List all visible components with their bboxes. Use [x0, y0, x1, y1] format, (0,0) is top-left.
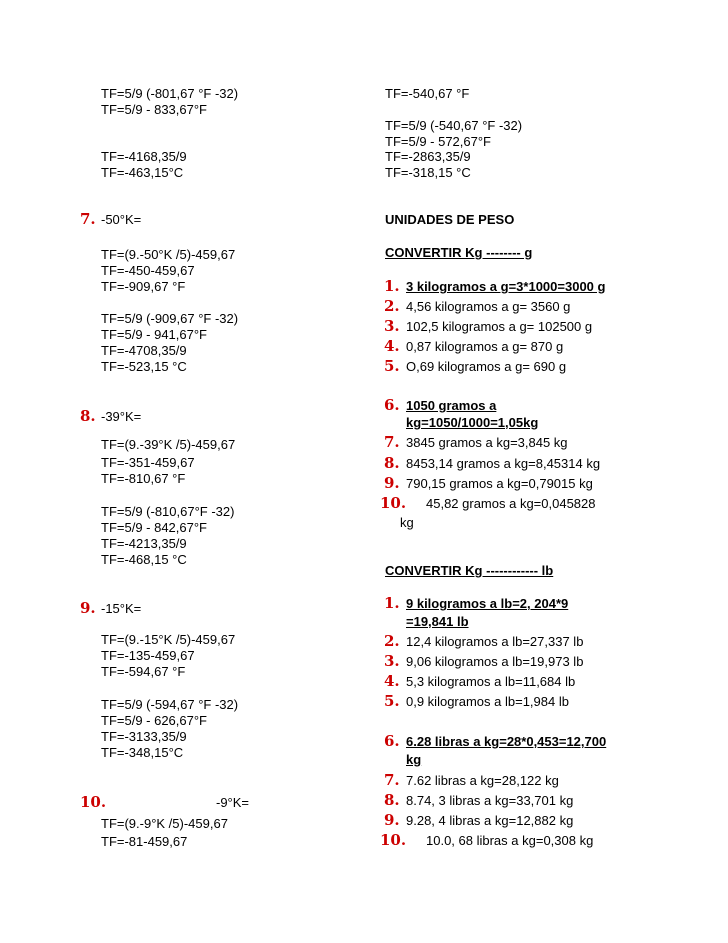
list-item: 6.28 libras a kg=28*0,453=12,700 [406, 734, 607, 749]
text-line: TF=5/9 - 941,67°F [101, 327, 207, 342]
problem-heading-7: -50°K= [101, 212, 142, 227]
item-number: 3. [384, 317, 400, 335]
list-item: 5,3 kilogramos a lb=11,684 lb [406, 674, 576, 689]
section-title-kg-g: CONVERTIR Kg -------- g [385, 245, 533, 260]
list-item: 3845 gramos a kg=3,845 kg [406, 435, 568, 450]
list-item: 0,9 kilogramos a lb=1,984 lb [406, 694, 569, 709]
text-line: TF=(9.-39°K /5)-459,67 [101, 437, 236, 452]
item-number: 10. [380, 831, 407, 849]
text-line: TF=-540,67 °F [385, 86, 470, 101]
text-line: TF=-810,67 °F [101, 471, 186, 486]
text-line: TF=5/9 - 842,67°F [101, 520, 207, 535]
item-number: 1. [384, 594, 400, 612]
list-item: 8.74, 3 libras a kg=33,701 kg [406, 793, 574, 808]
list-item: 0,87 kilogramos a g= 870 g [406, 339, 564, 354]
item-number: 6. [384, 396, 400, 414]
list-item-continued: kg [406, 752, 422, 767]
problem-number-7: 7. [80, 210, 96, 228]
text-line: TF=-4213,35/9 [101, 536, 187, 551]
item-number: 9. [384, 474, 400, 492]
text-line: TF=-318,15 °C [385, 165, 471, 180]
list-item-continued: =19,841 lb [406, 614, 469, 629]
list-item: O,69 kilogramos a g= 690 g [406, 359, 567, 374]
list-item: 1050 gramos a [406, 398, 497, 413]
section-heading: UNIDADES DE PESO [385, 212, 515, 227]
list-item: 9,06 kilogramos a lb=19,973 lb [406, 654, 584, 669]
text-line: TF=-4168,35/9 [101, 149, 187, 164]
section-title-kg-lb: CONVERTIR Kg ------------ lb [385, 563, 554, 578]
list-item: 12,4 kilogramos a lb=27,337 lb [406, 634, 584, 649]
text-line: TF=-468,15 °C [101, 552, 187, 567]
text-line: TF=(9.-15°K /5)-459,67 [101, 632, 236, 647]
text-line: TF=5/9 (-810,67°F -32) [101, 504, 235, 519]
text-line: TF=-4708,35/9 [101, 343, 187, 358]
list-item-continued: kg=1050/1000=1,05kg [406, 415, 539, 430]
item-number: 8. [384, 454, 400, 472]
text-line: TF=5/9 (-594,67 °F -32) [101, 697, 239, 712]
problem-heading-9: -15°K= [101, 601, 142, 616]
item-number: 4. [384, 672, 400, 690]
list-item: 790,15 gramos a kg=0,79015 kg [406, 476, 593, 491]
list-item-continued: kg [400, 515, 414, 530]
text-line: TF=5/9 - 833,67°F [101, 102, 207, 117]
item-number: 5. [384, 357, 400, 375]
problem-number-10: 10. [80, 793, 107, 811]
text-line: TF=5/9 (-909,67 °F -32) [101, 311, 239, 326]
text-line: TF=5/9 (-540,67 °F -32) [385, 118, 523, 133]
text-line: TF=-523,15 °C [101, 359, 187, 374]
item-number: 1. [384, 277, 400, 295]
item-number: 6. [384, 732, 400, 750]
problem-number-8: 8. [80, 407, 96, 425]
text-line: TF=-450-459,67 [101, 263, 195, 278]
item-number: 2. [384, 632, 400, 650]
text-line: TF=-81-459,67 [101, 834, 188, 849]
text-line: TF=-3133,35/9 [101, 729, 187, 744]
list-item: 7.62 libras a kg=28,122 kg [406, 773, 559, 788]
text-line: TF=-463,15°C [101, 165, 184, 180]
text-line: TF=(9.-50°K /5)-459,67 [101, 247, 236, 262]
problem-heading-8: -39°K= [101, 409, 142, 424]
list-item: 10.0, 68 libras a kg=0,308 kg [426, 833, 594, 848]
list-item: 9.28, 4 libras a kg=12,882 kg [406, 813, 574, 828]
item-number: 8. [384, 791, 400, 809]
list-item: 102,5 kilogramos a g= 102500 g [406, 319, 593, 334]
item-number: 7. [384, 771, 400, 789]
problem-heading-10: -9°K= [216, 795, 250, 810]
item-number: 5. [384, 692, 400, 710]
problem-number-9: 9. [80, 599, 96, 617]
list-item: 8453,14 gramos a kg=8,45314 kg [406, 456, 601, 471]
text-line: TF=-348,15°C [101, 745, 184, 760]
text-line: TF=5/9 (-801,67 °F -32) [101, 86, 239, 101]
text-line: TF=-351-459,67 [101, 455, 195, 470]
text-line: TF=(9.-9°K /5)-459,67 [101, 816, 228, 831]
text-line: TF=-2863,35/9 [385, 149, 471, 164]
text-line: TF=-594,67 °F [101, 664, 186, 679]
item-number: 9. [384, 811, 400, 829]
list-item: 45,82 gramos a kg=0,045828 [426, 496, 596, 511]
item-number: 10. [380, 494, 407, 512]
text-line: TF=5/9 - 572,67°F [385, 134, 491, 149]
item-number: 4. [384, 337, 400, 355]
item-number: 7. [384, 433, 400, 451]
text-line: TF=-135-459,67 [101, 648, 195, 663]
list-item: 9 kilogramos a lb=2, 204*9 [406, 596, 569, 611]
text-line: TF=5/9 - 626,67°F [101, 713, 207, 728]
list-item: 3 kilogramos a g=3*1000=3000 g [406, 279, 606, 294]
list-item: 4,56 kilogramos a g= 3560 g [406, 299, 571, 314]
item-number: 3. [384, 652, 400, 670]
item-number: 2. [384, 297, 400, 315]
text-line: TF=-909,67 °F [101, 279, 186, 294]
